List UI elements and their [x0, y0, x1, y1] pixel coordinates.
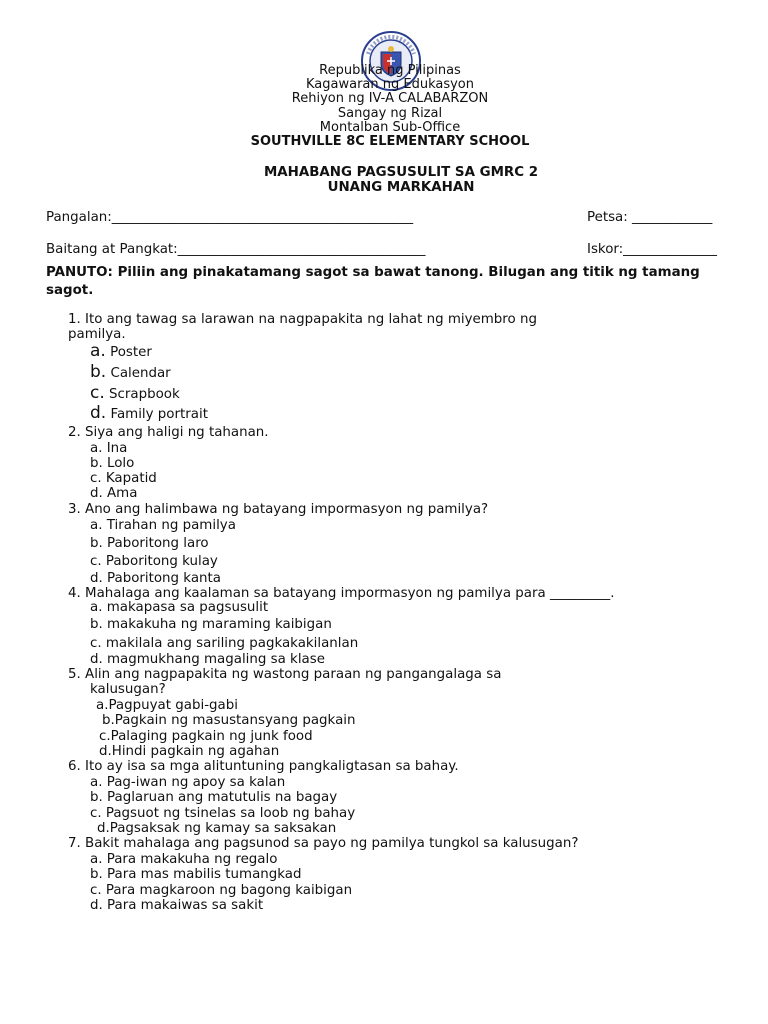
- question-7-text: 7. Bakit mahalaga ang pagsunod sa payo ng pamilya tungkol sa kalusugan?: [68, 836, 579, 851]
- q4-option-c[interactable]: c. makilala ang sariling pagkakakilanlan: [90, 636, 359, 651]
- q4-option-b[interactable]: b. makakuha ng maraming kaibigan: [90, 617, 332, 632]
- q2-option-b[interactable]: b. Lolo: [90, 456, 135, 471]
- option-text: Calendar: [110, 366, 171, 381]
- q7-option-a[interactable]: a. Para makakuha ng regalo: [90, 852, 278, 867]
- header-line: Republika ng Pilipinas: [319, 63, 461, 78]
- q3-option-c[interactable]: c. Paboritong kulay: [90, 554, 218, 569]
- question-1-text-cont: pamilya.: [68, 327, 126, 342]
- q3-option-d[interactable]: d. Paboritong kanta: [90, 571, 221, 586]
- exam-title-line1: MAHABANG PAGSUSULIT SA GMRC 2: [263, 165, 539, 180]
- question-2-text: 2. Siya ang haligi ng tahanan.: [68, 425, 269, 440]
- q6-option-d[interactable]: d.Pagsaksak ng kamay sa saksakan: [97, 821, 337, 836]
- q6-option-a[interactable]: a. Pag-iwan ng apoy sa kalan: [90, 775, 286, 790]
- question-4-text: 4. Mahalaga ang kaalaman sa batayang impormasyon ng pamilya para _________.: [68, 586, 615, 601]
- header-line: Kagawaran ng Edukasyon: [305, 77, 475, 93]
- q7-option-d[interactable]: d. Para makaiwas sa sakit: [90, 898, 264, 913]
- q2-option-d[interactable]: d. Ama: [90, 486, 138, 501]
- school-header: [0, 64, 768, 149]
- instructions-label: PANUTO:: [46, 265, 113, 280]
- instructions-text: Piliin ang pinakatamang sagot sa bawat tanong. Bilugan ang titik ng tamang sagot.: [46, 265, 700, 298]
- header-line: Montalban Sub-Office: [319, 119, 461, 135]
- q7-option-c[interactable]: c. Para magkaroon ng bagong kaibigan: [90, 883, 353, 898]
- q5-option-b[interactable]: b.Pagkain ng masustansyang pagkain: [102, 713, 356, 728]
- q3-option-b[interactable]: b. Paboritong laro: [90, 536, 209, 551]
- score-field[interactable]: Iskor:______________: [587, 242, 717, 257]
- date-field[interactable]: Petsa: ____________: [587, 210, 713, 225]
- option-text: Scrapbook: [109, 387, 180, 402]
- school-name: SOUTHVILLE 8C ELEMENTARY SCHOOL: [250, 134, 530, 150]
- header-line: Sangay ng Rizal: [337, 105, 443, 121]
- option-letter: b.: [90, 362, 107, 382]
- q4-option-d[interactable]: d. magmukhang magaling sa klase: [90, 652, 325, 667]
- q1-option-a[interactable]: [90, 341, 152, 361]
- option-letter: a.: [90, 341, 106, 361]
- option-letter: c.: [90, 383, 105, 403]
- header-line: Rehiyon ng IV-A CALABARZON: [291, 91, 489, 107]
- q2-option-c[interactable]: c. Kapatid: [90, 471, 157, 486]
- q6-option-b[interactable]: b. Paglaruan ang matutulis na bagay: [90, 790, 338, 805]
- question-1-text: 1. Ito ang tawag sa larawan na nagpapakita ng lahat ng miyembro ng: [68, 312, 537, 327]
- q7-option-b[interactable]: b. Para mas mabilis tumangkad: [90, 867, 302, 882]
- q6-option-c[interactable]: c. Pagsuot ng tsinelas sa loob ng bahay: [90, 806, 356, 821]
- question-6-text: 6. Ito ay isa sa mga alituntuning pangkaligtasan sa bahay.: [68, 759, 459, 774]
- q4-option-a[interactable]: a. makapasa sa pagsusulit: [90, 600, 269, 615]
- q1-option-d[interactable]: [90, 403, 208, 423]
- exam-title: [0, 165, 768, 195]
- instructions: [46, 264, 736, 300]
- option-text: Family portrait: [110, 407, 208, 422]
- grade-section-field[interactable]: Baitang at Pangkat:_____________________________________: [46, 242, 426, 257]
- option-text: Poster: [110, 345, 152, 360]
- question-5-text: 5. Alin ang nagpapakita ng wastong paraan ng pangangalaga sa: [68, 667, 502, 682]
- q5-option-d[interactable]: d.Hindi pagkain ng agahan: [99, 744, 280, 759]
- q5-option-c[interactable]: c.Palaging pagkain ng junk food: [99, 729, 313, 744]
- q1-option-b[interactable]: [90, 362, 171, 382]
- question-3-text: 3. Ano ang halimbawa ng batayang impormasyon ng pamilya?: [68, 502, 489, 517]
- q1-option-c[interactable]: [90, 383, 180, 403]
- q5-option-a[interactable]: a.Pagpuyat gabi-gabi: [96, 698, 238, 713]
- question-5-text-cont: kalusugan?: [90, 682, 166, 697]
- name-field[interactable]: Pangalan:_____________________________________________: [46, 210, 414, 225]
- q2-option-a[interactable]: a. Ina: [90, 441, 128, 456]
- option-letter: d.: [90, 403, 107, 423]
- q3-option-a[interactable]: a. Tirahan ng pamilya: [90, 518, 236, 533]
- exam-title-line2: UNANG MARKAHAN: [327, 180, 475, 195]
